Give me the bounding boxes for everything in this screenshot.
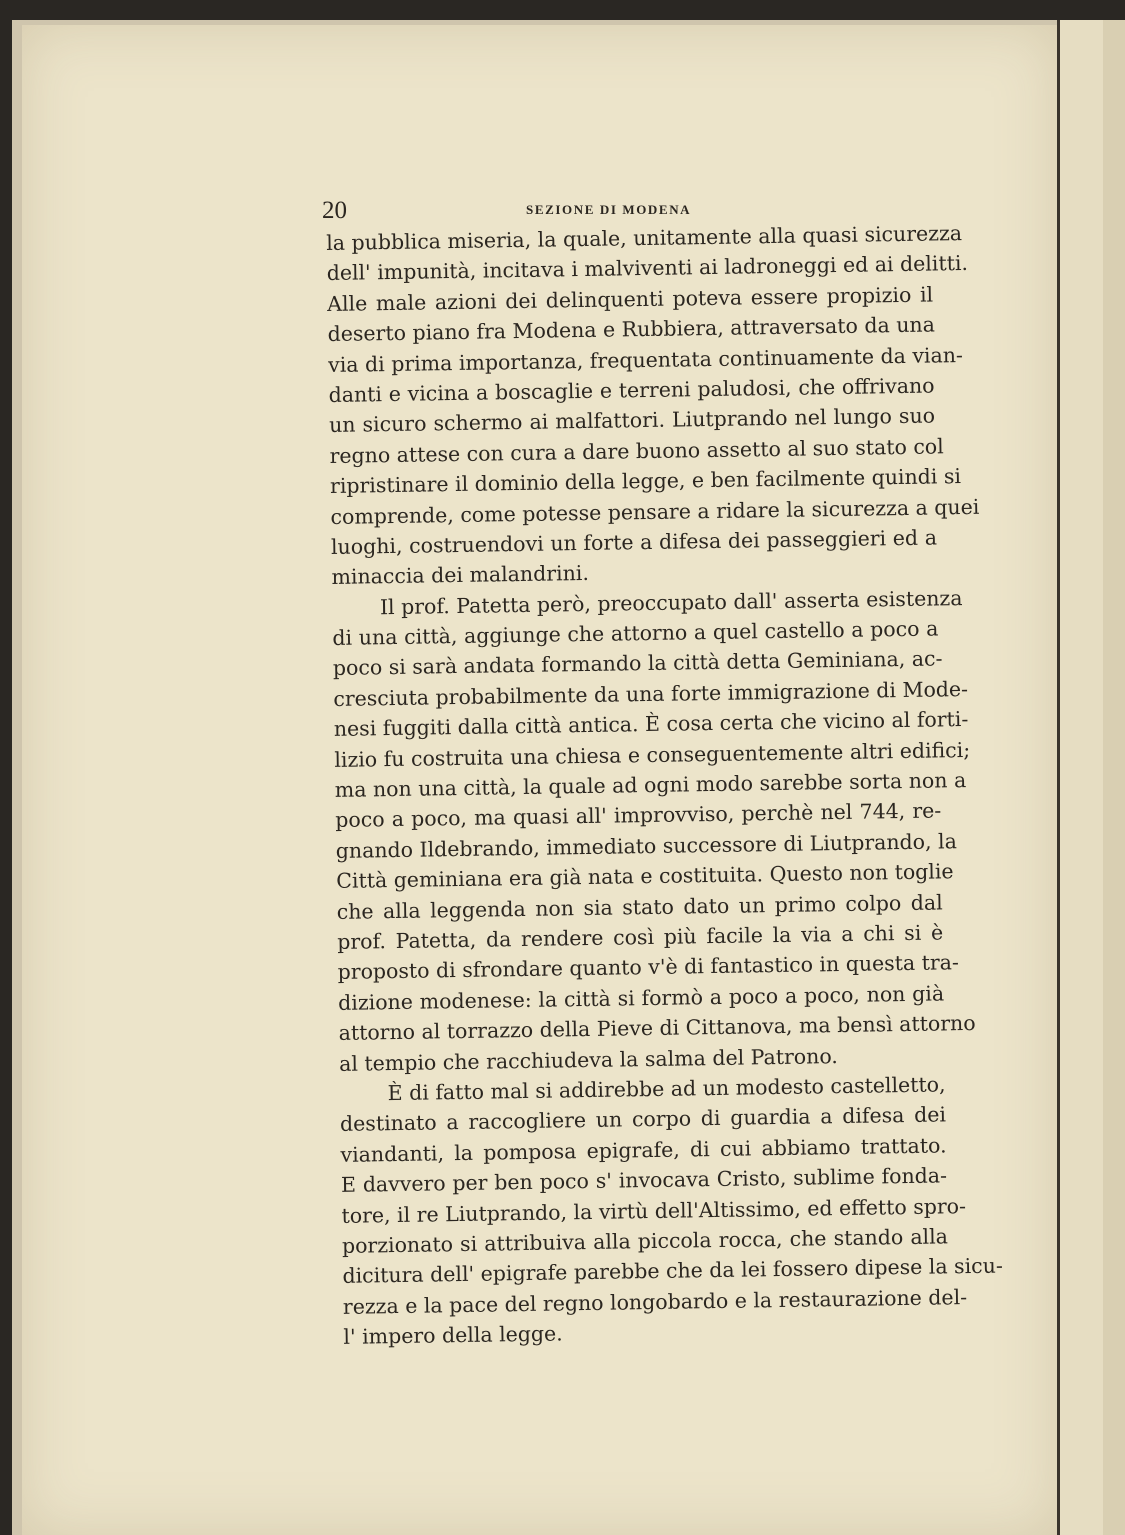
text-line: lizio fu costruita una chiesa e conseguentemente altri edifici; <box>334 737 971 772</box>
text-line: poco si sarà andata formando la città detta Geminiana, ac- <box>332 646 943 681</box>
text-line: ma non una città, la quale ad ogni modo sarebbe sorta non a <box>334 768 967 802</box>
section-title: SEZIONE DI MODENA <box>526 202 692 217</box>
text-line: destinato a raccogliere un corpo di guardia a difesa dei <box>339 1102 947 1137</box>
text-line: nesi fuggiti dalla città antica. È cosa certa che vicino al forti- <box>333 707 969 742</box>
text-line: regno attese con cura a dare buono assetto al suo stato col <box>329 434 944 468</box>
text-line: luoghi, costruendovi un forte a difesa dei passeggieri ed a <box>330 525 938 559</box>
text-line: cresciuta probabilmente da una forte immigrazione di Mode- <box>333 676 969 711</box>
text-line: l' impero della legge. <box>343 1321 563 1349</box>
text-line: E davvero per ben poco s' invocava Cristo, sublime fonda- <box>340 1163 948 1197</box>
paragraph <box>339 1069 1003 1352</box>
text-line: la pubblica miseria, la quale, unitamente alla quasi sicurezza <box>326 221 963 255</box>
text-line: dicitura dell' epigrafe parebbe che da lei fossero dipese la sicu- <box>342 1253 1003 1289</box>
text-line: tore, il re Liutprando, la virtù dell'Altissimo, ed effetto spro- <box>341 1193 967 1228</box>
text-line: di una città, aggiunge che attorno a quel castello a poco a <box>332 616 939 651</box>
text-line: via di prima importanza, frequentata continuamente da vian- <box>327 342 964 377</box>
text-line: dizione modenese: la città si formò a poco a poco, non già <box>337 981 945 1015</box>
paragraph <box>326 218 980 592</box>
body-text <box>326 218 1003 1352</box>
text-line: deserto piano fra Modena e Rubbiera, attraversato da una <box>327 312 936 347</box>
text-line: Il prof. Patetta però, preoccupato dall' asserta esistenza <box>379 585 963 619</box>
text-line: È di fatto mal si addirebbe ad un modesto castelletto, <box>387 1072 946 1106</box>
text-line: ripristinare il dominio della legge, e ben facilmente quindi si <box>329 464 962 499</box>
text-line: gnando Ildebrando, immediato successore di Liutprando, la <box>335 828 958 863</box>
text-line: danti e vicina a boscaglie e terreni paludosi, che offrivano <box>328 373 935 407</box>
text-line: al tempio che racchiudeva la salma del Patrono. <box>338 1043 839 1076</box>
text-line: un sicuro schermo ai malfattori. Liutprando nel lungo suo <box>328 403 936 438</box>
text-line: dell' impunità, incitava i malviventi ai ladroneggi ed ai delitti. <box>326 251 969 286</box>
text-line: rezza e la pace del regno longobardo e la restaurazione del- <box>342 1284 968 1319</box>
text-line: prof. Patetta, da rendere così più facile la via a chi si è <box>337 920 944 954</box>
page-number: 20 <box>322 197 347 224</box>
text-line: viandanti, la pomposa epigrafe, di cui abbiamo trattato. <box>340 1133 947 1167</box>
text-line: comprende, come potesse pensare a ridare la sicurezza a quei <box>330 494 980 529</box>
text-line: porzionato si attribuiva alla piccola rocca, che stando alla <box>341 1224 949 1258</box>
next-page-edge <box>1103 20 1125 1535</box>
text-line: minaccia dei malandrini. <box>331 561 590 590</box>
text-line: proposto di sfrondare quanto v'è di fantastico in questa tra- <box>337 950 960 985</box>
text-line: Alle male azioni dei delinquenti poteva essere propizio il <box>327 282 934 316</box>
text-line: attorno al torrazzo della Pieve di Cittanova, ma bensì attorno <box>338 1011 976 1046</box>
text-line: poco a poco, ma quasi all' improvviso, perchè nel 744, re- <box>335 798 942 833</box>
paragraph <box>332 583 976 1079</box>
text-line: Città geminiana era già nata e costituita. Questo non toglie <box>336 859 954 894</box>
text-line: che alla leggenda non sia stato dato un primo colpo dal <box>336 889 943 924</box>
